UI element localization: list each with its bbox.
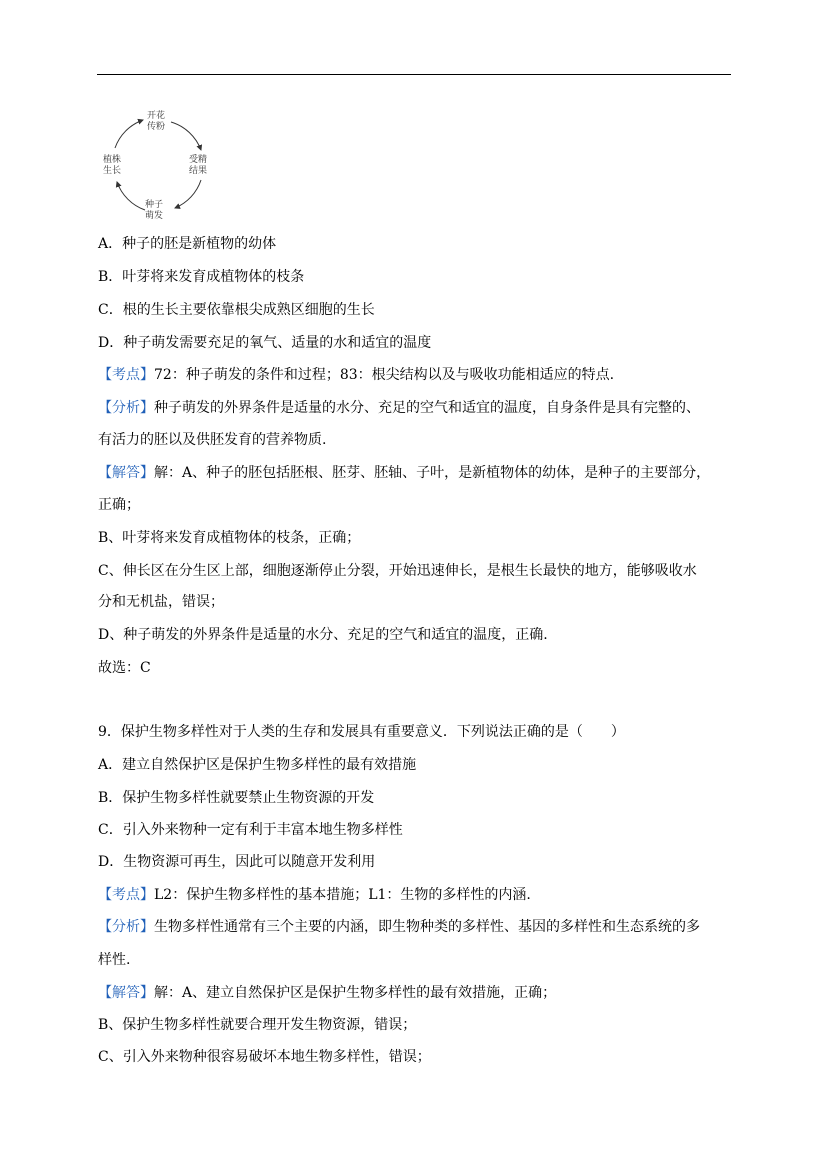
q8-jieda-c2: 分和无机盐，错误；	[98, 594, 224, 610]
q8-jieda-cont: 正确；	[98, 497, 140, 513]
jieda-text: 解：A、种子的胚包括胚根、胚芽、胚轴、子叶，是新植物体的幼体，是种子的主要部分，	[154, 465, 711, 481]
q8-jieda-c1: C、伸长区在分生区上部，细胞逐渐停止分裂，开始迅速伸长，是根生长最快的地方，能够吸收水	[98, 563, 697, 579]
label-right-1: 受精	[189, 155, 208, 165]
q8-answer: 故选：C	[98, 660, 151, 676]
header-rule	[97, 74, 731, 75]
q9-question: 9．保护生物多样性对于人类的生存和发展具有重要意义．下列说法正确的是（ ）	[98, 724, 625, 740]
jieda-tag: 【解答】	[98, 465, 154, 481]
fenxi-text: 种子萌发的外界条件是适量的水分、充足的空气和适宜的温度，自身条件是具有完整的、	[154, 400, 700, 416]
fenxi-text: 生物多样性通常有三个主要的内涵，即生物种类的多样性、基因的多样性和生态系统的多	[154, 919, 700, 935]
cycle-arrow-top-left	[115, 120, 143, 148]
fenxi-tag: 【分析】	[98, 919, 154, 935]
label-bottom-2: 萌发	[145, 211, 164, 221]
cycle-arrow-bottom-right	[175, 180, 201, 208]
q8-option-a: A．种子的胚是新植物的幼体	[98, 236, 277, 252]
q9-option-a: A．建立自然保护区是保护生物多样性的最有效措施	[98, 757, 417, 773]
q9-jieda-c: C、引入外来物种很容易破坏本地生物多样性，错误；	[98, 1049, 431, 1065]
q8-jieda-b: B、叶芽将来发育成植物体的枝条，正确；	[98, 530, 361, 546]
cycle-arrow-top-right	[171, 122, 201, 150]
q8-kaodian	[98, 365, 614, 385]
q8-fenxi-cont: 有活力的胚以及供胚发育的营养物质.	[98, 432, 327, 448]
label-top-2: 传粉	[147, 122, 166, 132]
label-left-1: 植株	[103, 155, 122, 165]
q8-jieda	[98, 463, 710, 483]
q9-fenxi-cont: 样性.	[98, 952, 131, 968]
q8-jieda-d: D、种子萌发的外界条件是适量的水分、充足的空气和适宜的温度，正确.	[98, 627, 548, 643]
label-right-2: 结果	[189, 166, 208, 176]
jieda-tag: 【解答】	[98, 985, 154, 1001]
plant-life-cycle-diagram	[97, 108, 227, 224]
q8-fenxi	[98, 398, 700, 418]
label-bottom-1: 种子	[145, 200, 164, 210]
q9-option-d: D．生物资源可再生，因此可以随意开发利用	[98, 854, 376, 870]
q8-option-d: D．种子萌发需要充足的氧气、适量的水和适宜的温度	[98, 335, 432, 351]
q9-option-c: C．引入外来物种一定有利于丰富本地生物多样性	[98, 822, 403, 838]
q8-option-b: B．叶芽将来发育成植物体的枝条	[98, 269, 305, 285]
fenxi-tag: 【分析】	[98, 400, 154, 416]
q9-jieda	[98, 983, 556, 1003]
q9-option-b: B．保护生物多样性就要禁止生物资源的开发	[98, 790, 375, 806]
q9-jieda-b: B、保护生物多样性就要合理开发生物资源，错误；	[98, 1017, 417, 1033]
q9-kaodian	[98, 885, 531, 905]
q8-option-c: C．根的生长主要依靠根尖成熟区细胞的生长	[98, 302, 375, 318]
kaodian-tag: 【考点】	[98, 887, 154, 903]
kaodian-text: 72：种子萌发的条件和过程；83：根尖结构以及与吸收功能相适应的特点.	[154, 367, 615, 383]
jieda-text: 解：A、建立自然保护区是保护生物多样性的最有效措施，正确；	[154, 985, 557, 1001]
kaodian-tag: 【考点】	[98, 367, 154, 383]
cycle-arrow-bottom-left	[117, 182, 145, 210]
kaodian-text: L2：保护生物多样性的基本措施；L1：生物的多样性的内涵.	[154, 887, 531, 903]
label-top-1: 开花	[147, 111, 166, 121]
label-left-2: 生长	[103, 166, 122, 176]
q9-fenxi	[98, 917, 700, 937]
